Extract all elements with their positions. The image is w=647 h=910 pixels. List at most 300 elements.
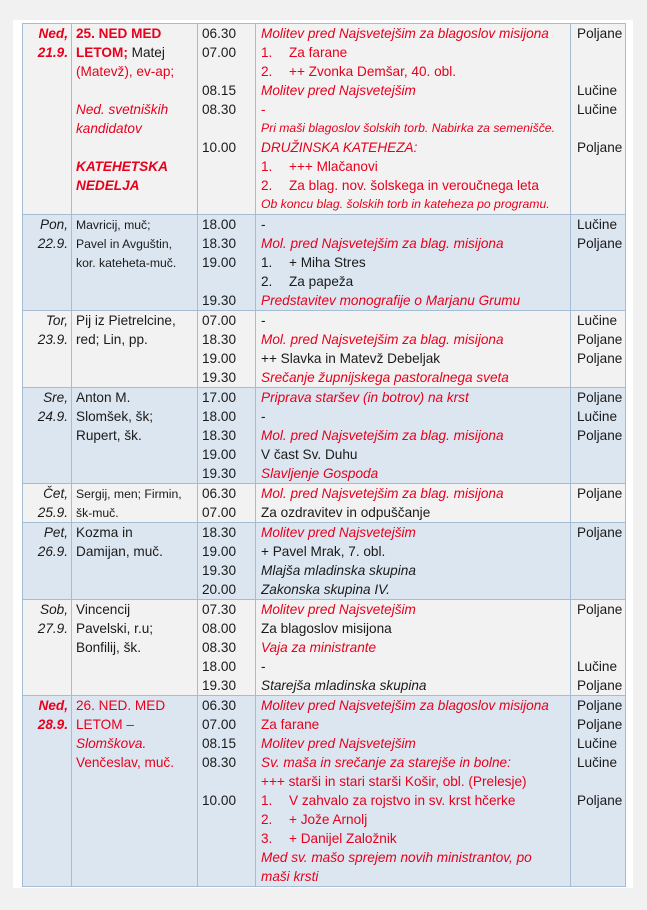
day-name: Sre, xyxy=(43,390,68,405)
saint-cell xyxy=(72,311,198,388)
saint-line xyxy=(76,407,197,426)
place-entry xyxy=(577,157,625,176)
saint-line xyxy=(76,253,197,272)
time-entry xyxy=(202,62,255,81)
time-entry xyxy=(202,810,255,829)
time-entry: 19.00 xyxy=(202,255,237,270)
event-line xyxy=(261,272,570,291)
event-text: Molitev pred Najsvetejšim za blagoslov misijona xyxy=(261,698,549,713)
place-entry: Poljane xyxy=(577,793,623,808)
day-date: 22.9. xyxy=(37,236,68,251)
place-entry: Poljane xyxy=(577,525,623,540)
time-entry xyxy=(202,829,255,848)
event-line xyxy=(261,829,570,848)
time-entry: 07.00 xyxy=(202,313,237,328)
time-entry: 18.30 xyxy=(202,428,237,443)
event-line xyxy=(261,24,570,43)
event-text: + Pavel Mrak, 7. obl. xyxy=(261,544,386,559)
day-cell xyxy=(23,696,72,887)
place-entry: Lučine xyxy=(577,659,618,674)
saint-cell xyxy=(72,523,198,600)
saint-text: Pavelski, r.u; xyxy=(76,621,154,636)
time-entry: 06.30 xyxy=(202,26,237,41)
saint-line xyxy=(76,484,197,503)
event-text: Srečanje župnijskega pastoralnega sveta xyxy=(261,370,509,385)
event-line xyxy=(261,157,570,176)
saint-cell xyxy=(72,696,198,887)
place-entry xyxy=(577,638,625,657)
time-entry: 18.30 xyxy=(202,332,237,347)
day-date: 24.9. xyxy=(37,409,68,424)
event-text: Molitev pred Najsvetejšim xyxy=(261,736,416,751)
time-entry xyxy=(202,176,255,195)
event-text: - xyxy=(261,659,266,674)
event-line xyxy=(261,195,570,214)
event-text: Starejša mladinska skupina xyxy=(261,678,427,693)
place-entry: Lučine xyxy=(577,409,618,424)
time-entry: 17.00 xyxy=(202,390,237,405)
saint-line xyxy=(76,138,197,157)
saint-line xyxy=(76,330,197,349)
saint-line xyxy=(76,503,197,522)
saint-cell xyxy=(72,215,198,311)
event-line xyxy=(261,291,570,310)
event-text: - xyxy=(261,313,266,328)
event-text: Mol. pred Najsvetejšim za blag. misijona xyxy=(261,486,504,501)
time-entry: 19.00 xyxy=(202,544,237,559)
time-entry xyxy=(202,157,255,176)
time-entry: 19.00 xyxy=(202,447,237,462)
time-entry: 07.00 xyxy=(202,717,237,732)
event-number: 2. xyxy=(261,178,273,193)
saint-text: NEDELJA xyxy=(76,178,140,193)
event-line xyxy=(261,43,570,62)
day-row xyxy=(23,696,626,887)
place-entry: Poljane xyxy=(577,698,623,713)
event-line xyxy=(261,657,570,676)
day-row xyxy=(23,523,626,600)
place-entry: Lučine xyxy=(577,313,618,328)
day-date: 28.9. xyxy=(37,717,68,732)
event-text: Za ozdravitev in odpuščanje xyxy=(261,505,431,520)
event-line xyxy=(261,503,570,522)
event-text: Slavljenje Gospoda xyxy=(261,466,379,481)
day-date: 25.9. xyxy=(37,505,68,520)
times-cell xyxy=(198,523,256,600)
saint-text: 26. NED. MED xyxy=(76,698,166,713)
place-cell xyxy=(571,600,626,696)
day-cell xyxy=(23,311,72,388)
time-entry: 19.30 xyxy=(202,370,237,385)
event-line xyxy=(261,253,570,272)
event-line xyxy=(261,62,570,81)
saint-text: Damijan, muč. xyxy=(76,544,163,559)
saint-text: Kozma in xyxy=(76,525,133,540)
time-entry xyxy=(202,867,255,886)
event-number: 1. xyxy=(261,793,273,808)
events-cell xyxy=(256,215,571,311)
saint-text: 25. NED MED xyxy=(76,26,162,41)
saint-line xyxy=(76,24,197,43)
day-cell xyxy=(23,388,72,484)
schedule-table xyxy=(22,23,626,887)
place-entry xyxy=(577,176,625,195)
event-line xyxy=(261,772,570,791)
event-text: - xyxy=(261,217,266,232)
event-line xyxy=(261,426,570,445)
times-cell xyxy=(198,24,256,215)
time-entry xyxy=(202,848,255,867)
saint-text: Mavricij, muč; xyxy=(76,218,151,232)
place-entry: Poljane xyxy=(577,236,623,251)
saint-text: LETOM – xyxy=(76,717,134,732)
event-number: 3. xyxy=(261,831,273,846)
time-entry: 08.30 xyxy=(202,102,237,117)
times-cell xyxy=(198,388,256,484)
saint-cell xyxy=(72,24,198,215)
event-text: Molitev pred Najsvetejšim xyxy=(261,525,416,540)
saint-text: Pavel in Avguštin, xyxy=(76,237,172,251)
times-cell xyxy=(198,311,256,388)
saint-line xyxy=(76,426,197,445)
place-entry: Lučine xyxy=(577,217,618,232)
place-entry: Lučine xyxy=(577,83,618,98)
place-entry xyxy=(577,119,625,138)
event-text: maši krsti xyxy=(261,869,319,884)
time-entry: 19.30 xyxy=(202,563,237,578)
events-cell xyxy=(256,523,571,600)
day-cell xyxy=(23,24,72,215)
event-text: Mol. pred Najsvetejšim za blag. misijona xyxy=(261,428,504,443)
event-text: ++ Zvonka Demšar, 40. obl. xyxy=(289,64,456,79)
events-cell xyxy=(256,484,571,523)
event-line xyxy=(261,215,570,234)
event-text: Med sv. mašo sprejem novih ministrantov, po xyxy=(261,850,532,865)
event-line xyxy=(261,791,570,810)
event-number: 1. xyxy=(261,159,273,174)
place-cell xyxy=(571,523,626,600)
event-line xyxy=(261,753,570,772)
saint-cell xyxy=(72,600,198,696)
event-line xyxy=(261,445,570,464)
saint-text: Sergij, men; Firmin, xyxy=(76,487,182,501)
time-entry: 06.30 xyxy=(202,486,237,501)
saint-text: kor. kateheta-muč. xyxy=(76,256,177,270)
event-line xyxy=(261,407,570,426)
event-text: V zahvalo za rojstvo in sv. krst hčerke xyxy=(289,793,516,808)
day-name: Tor, xyxy=(45,313,68,328)
place-entry xyxy=(577,867,625,886)
place-entry xyxy=(577,43,625,62)
day-name: Pon, xyxy=(40,217,68,232)
saint-line xyxy=(76,388,197,407)
saint-line xyxy=(76,157,197,176)
day-name: Ned, xyxy=(38,698,68,713)
saint-text: Pij iz Pietrelcine, xyxy=(76,313,176,328)
day-row xyxy=(23,600,626,696)
event-line xyxy=(261,138,570,157)
saint-line xyxy=(76,43,197,62)
time-entry: 07.00 xyxy=(202,45,237,60)
saint-line xyxy=(76,176,197,195)
event-text: Za blagoslov misijona xyxy=(261,621,392,636)
event-line xyxy=(261,464,570,483)
event-line xyxy=(261,580,570,599)
event-text: +++ Mlačanovi xyxy=(289,159,378,174)
event-text: + Miha Stres xyxy=(289,255,366,270)
event-text: DRUŽINSKA KATEHEZA: xyxy=(261,140,418,155)
saint-line xyxy=(76,119,197,138)
time-entry: 06.30 xyxy=(202,698,237,713)
event-number: 1. xyxy=(261,45,273,60)
saint-text: Slomšek, šk; xyxy=(76,409,154,424)
event-line xyxy=(261,715,570,734)
saint-line xyxy=(76,81,197,100)
saint-line xyxy=(76,600,197,619)
day-name: Ned, xyxy=(38,26,68,41)
event-text: V čast Sv. Duhu xyxy=(261,447,358,462)
day-date: 27.9. xyxy=(37,621,68,636)
event-line xyxy=(261,368,570,387)
event-text: Za papeža xyxy=(289,274,354,289)
event-line xyxy=(261,100,570,119)
saint-line xyxy=(76,62,197,81)
saint-text: Bonfilij, šk. xyxy=(76,640,141,655)
place-entry xyxy=(577,445,625,464)
time-entry: 08.30 xyxy=(202,755,237,770)
place-entry xyxy=(577,829,625,848)
event-line xyxy=(261,619,570,638)
day-row xyxy=(23,24,626,215)
event-text: Priprava staršev (in botrov) na krst xyxy=(261,390,469,405)
time-entry: 18.00 xyxy=(202,217,237,232)
event-line xyxy=(261,696,570,715)
place-entry: Poljane xyxy=(577,602,623,617)
time-entry xyxy=(202,119,255,138)
place-entry xyxy=(577,580,625,599)
event-line xyxy=(261,523,570,542)
place-cell xyxy=(571,24,626,215)
place-entry: Lučine xyxy=(577,102,618,117)
saint-line xyxy=(76,523,197,542)
place-entry: Poljane xyxy=(577,428,623,443)
place-entry xyxy=(577,464,625,483)
time-entry: 08.15 xyxy=(202,736,237,751)
day-date: 21.9. xyxy=(37,45,68,60)
event-line xyxy=(261,600,570,619)
day-name: Sob, xyxy=(40,602,68,617)
event-text: + Jože Arnolj xyxy=(289,812,368,827)
saint-text: Vincencij xyxy=(76,602,131,617)
place-entry xyxy=(577,195,625,214)
day-cell xyxy=(23,215,72,311)
place-cell xyxy=(571,311,626,388)
time-entry: 20.00 xyxy=(202,582,237,597)
day-row xyxy=(23,484,626,523)
times-cell xyxy=(198,600,256,696)
event-text: Za farane xyxy=(289,45,348,60)
event-line xyxy=(261,867,570,886)
events-cell xyxy=(256,388,571,484)
place-entry xyxy=(577,368,625,387)
event-number: 2. xyxy=(261,64,273,79)
event-text: +++ starši in stari starši Košir, obl. (Prelesje) xyxy=(261,774,527,789)
event-line xyxy=(261,388,570,407)
event-line xyxy=(261,81,570,100)
time-entry: 08.30 xyxy=(202,640,237,655)
saint-line xyxy=(76,638,197,657)
event-line xyxy=(261,734,570,753)
place-cell xyxy=(571,215,626,311)
event-line xyxy=(261,484,570,503)
event-text: Sv. maša in srečanje za starejše in bolne: xyxy=(261,755,511,770)
place-entry xyxy=(577,848,625,867)
time-entry: 18.30 xyxy=(202,236,237,251)
event-line xyxy=(261,330,570,349)
event-line xyxy=(261,234,570,253)
saint-cell xyxy=(72,484,198,523)
saint-text: kandidatov xyxy=(76,121,142,136)
bulletin-page xyxy=(13,20,633,888)
event-text: Molitev pred Najsvetejšim xyxy=(261,83,416,98)
event-text: Predstavitev monografije o Marjanu Grumu xyxy=(261,293,521,308)
day-row xyxy=(23,311,626,388)
place-entry: Poljane xyxy=(577,140,623,155)
times-cell xyxy=(198,215,256,311)
day-date: 26.9. xyxy=(37,544,68,559)
place-entry: Poljane xyxy=(577,26,623,41)
saint-text: LETOM; xyxy=(76,45,128,60)
saint-line xyxy=(76,100,197,119)
place-entry: Lučine xyxy=(577,755,618,770)
day-cell xyxy=(23,484,72,523)
time-entry: 18.00 xyxy=(202,409,237,424)
place-cell xyxy=(571,696,626,887)
event-line xyxy=(261,311,570,330)
day-name: Pet, xyxy=(43,525,68,540)
event-line xyxy=(261,119,570,138)
place-entry: Poljane xyxy=(577,351,623,366)
event-line xyxy=(261,176,570,195)
day-cell xyxy=(23,600,72,696)
saint-text: red; Lin, pp. xyxy=(76,332,148,347)
event-number: 2. xyxy=(261,274,273,289)
saint-text: Rupert, šk. xyxy=(76,428,142,443)
time-entry: 19.30 xyxy=(202,466,237,481)
event-text: - xyxy=(261,409,266,424)
saint-text: Anton M. xyxy=(76,390,131,405)
event-text: ++ Slavka in Matevž Debeljak xyxy=(261,351,441,366)
event-line xyxy=(261,542,570,561)
time-entry: 19.30 xyxy=(202,678,237,693)
time-entry: 08.15 xyxy=(202,83,237,98)
saint-line xyxy=(76,234,197,253)
saint-text: Venčeslav, muč. xyxy=(76,755,174,770)
saint-line xyxy=(76,542,197,561)
time-entry: 10.00 xyxy=(202,140,237,155)
saint-text: KATEHETSKA xyxy=(76,159,168,174)
place-entry xyxy=(577,291,625,310)
event-text: Mlajša mladinska skupina xyxy=(261,563,416,578)
event-number: 2. xyxy=(261,812,273,827)
place-entry xyxy=(577,772,625,791)
event-text: Ob koncu blag. šolskih torb in kateheza po programu. xyxy=(261,197,550,211)
time-entry xyxy=(202,195,255,214)
event-text: Zakonska skupina IV. xyxy=(261,582,390,597)
saint-cell xyxy=(72,388,198,484)
place-entry: Poljane xyxy=(577,678,623,693)
place-entry: Poljane xyxy=(577,486,623,501)
place-entry xyxy=(577,503,625,522)
day-date: 23.9. xyxy=(37,332,68,347)
event-text: + Danijel Založnik xyxy=(289,831,397,846)
event-number: 1. xyxy=(261,255,273,270)
event-line xyxy=(261,848,570,867)
place-entry: Poljane xyxy=(577,717,623,732)
place-cell xyxy=(571,388,626,484)
event-text: Za blag. nov. šolskega in veroučnega leta xyxy=(289,178,539,193)
saint-text: šk-muč. xyxy=(76,506,119,520)
saint-line xyxy=(76,619,197,638)
event-text: Mol. pred Najsvetejšim za blag. misijona xyxy=(261,332,504,347)
place-entry xyxy=(577,62,625,81)
event-text: Mol. pred Najsvetejšim za blag. misijona xyxy=(261,236,504,251)
saint-text-rest: Matej xyxy=(127,45,165,60)
time-entry xyxy=(202,272,255,291)
event-line xyxy=(261,349,570,368)
saint-text: Slomškova. xyxy=(76,736,147,751)
event-text: - xyxy=(261,102,266,117)
times-cell xyxy=(198,484,256,523)
place-entry xyxy=(577,542,625,561)
saint-line xyxy=(76,696,197,715)
event-text: Za farane xyxy=(261,717,320,732)
events-cell xyxy=(256,600,571,696)
schedule-body xyxy=(23,24,626,887)
event-text: Pri maši blagoslov šolskih torb. Nabirka za semenišče. xyxy=(261,121,555,135)
day-row xyxy=(23,388,626,484)
day-cell xyxy=(23,523,72,600)
time-entry xyxy=(202,772,255,791)
time-entry: 18.00 xyxy=(202,659,237,674)
saint-line xyxy=(76,311,197,330)
event-text: Vaja za ministrante xyxy=(261,640,377,655)
saint-line xyxy=(76,715,197,734)
event-line xyxy=(261,638,570,657)
times-cell xyxy=(198,696,256,887)
event-line xyxy=(261,561,570,580)
place-entry xyxy=(577,253,625,272)
place-entry: Poljane xyxy=(577,332,623,347)
saint-line xyxy=(76,215,197,234)
saint-line xyxy=(76,753,197,772)
saint-text: (Matevž), ev-ap; xyxy=(76,64,175,79)
time-entry: 10.00 xyxy=(202,793,237,808)
event-line xyxy=(261,810,570,829)
event-line xyxy=(261,676,570,695)
place-entry xyxy=(577,561,625,580)
events-cell xyxy=(256,311,571,388)
place-entry xyxy=(577,272,625,291)
event-text: Molitev pred Najsvetejšim xyxy=(261,602,416,617)
place-cell xyxy=(571,484,626,523)
time-entry: 19.00 xyxy=(202,351,237,366)
time-entry: 08.00 xyxy=(202,621,237,636)
time-entry: 18.30 xyxy=(202,525,237,540)
place-entry xyxy=(577,810,625,829)
events-cell xyxy=(256,24,571,215)
time-entry: 07.00 xyxy=(202,505,237,520)
